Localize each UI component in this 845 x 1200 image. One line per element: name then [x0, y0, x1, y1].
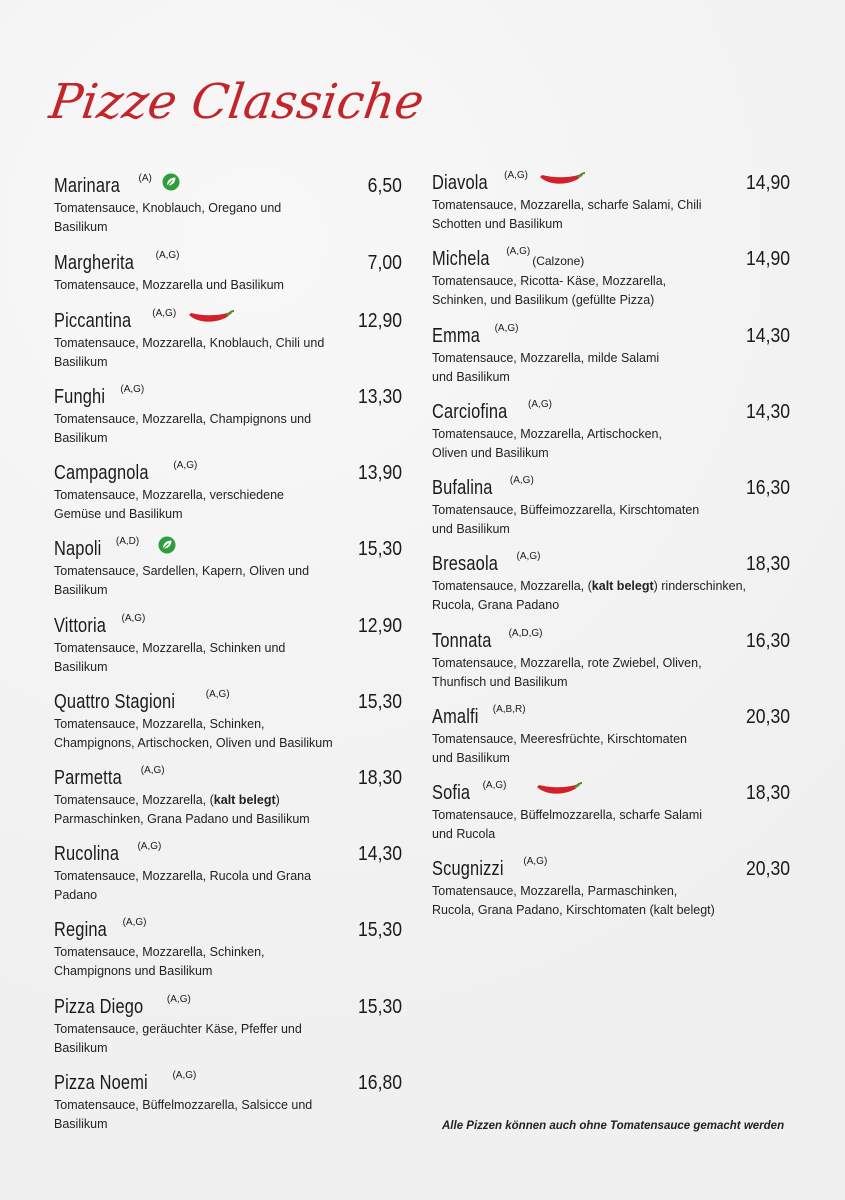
item-desc-line: Tomatensauce, Sardellen, Kapern, Oliven und [54, 564, 310, 578]
menu-item-regina [54, 919, 402, 981]
item-desc-line: Tomatensauce, Mozzarella, rote Zwiebel, Oliven, [432, 656, 702, 670]
item-price: 15,30 [357, 538, 402, 560]
item-price: 14,30 [745, 401, 790, 423]
menu-item-bufalina [432, 477, 790, 539]
menu-item-napoli [54, 538, 402, 600]
item-allergens: (A,G) [152, 308, 177, 319]
item-desc-line: Oliven und Basilikum [432, 446, 549, 460]
menu-item-parmetta [54, 767, 402, 829]
item-desc-line: Basilikum [54, 1117, 108, 1131]
item-desc-line: Tomatensauce, Mozzarella, Champignons und [54, 412, 312, 426]
item-price: 20,30 [745, 706, 790, 728]
menu-item-emma [432, 325, 790, 387]
item-desc-line: Schinken, und Basilikum (gefüllte Pizza) [432, 293, 655, 307]
item-allergens: (A,G) [155, 250, 180, 261]
menu-item-sofia [432, 782, 790, 844]
item-desc-line: Tomatensauce, Mozzarella, Schinken, [54, 717, 265, 731]
item-price: 15,30 [357, 919, 402, 941]
item-allergens: (A,G) [121, 613, 146, 624]
item-name: Margherita [54, 252, 135, 274]
leaf-icon [158, 536, 176, 559]
item-desc-line: und Rucola [432, 827, 496, 841]
item-desc-line: Rucola, Grana Padano [432, 598, 560, 612]
item-price: 6,50 [367, 175, 402, 197]
item-desc-line: Tomatensauce, Mozzarella, Artischocken, [432, 427, 662, 441]
item-allergens: (A,G) [494, 323, 519, 334]
item-desc-line: Basilikum [54, 1041, 108, 1055]
item-name: Emma [432, 325, 481, 347]
menu-item-campagnola [54, 462, 402, 524]
item-allergens: (A,G) [523, 856, 548, 867]
item-name: Scugnizzi [432, 858, 504, 880]
menu-item-amalfi [432, 706, 790, 768]
item-desc-line: Tomatensauce, Mozzarella, milde Salami [432, 351, 660, 365]
item-name: Carciofina [432, 401, 508, 423]
item-desc-line: Basilikum [54, 431, 108, 445]
item-allergens: (A,G) [205, 689, 230, 700]
item-desc-line: Tomatensauce, geräuchter Käse, Pfeffer und [54, 1022, 302, 1036]
item-price: 15,30 [357, 691, 402, 713]
item-price: 7,00 [367, 252, 402, 274]
item-desc-line: Tomatensauce, Büffelmozzarella, scharfe Salami [432, 808, 703, 822]
menu-item-piccantina [54, 310, 402, 372]
item-allergens: (A,G) [516, 551, 541, 562]
item-allergens: (A,D,G) [508, 628, 543, 639]
item-desc-line: Rucola, Grana Padano, Kirschtomaten (kalt belegt) [432, 903, 715, 917]
item-allergens: (A,G) [172, 1070, 197, 1081]
item-desc-line: Basilikum [54, 220, 108, 234]
menu-item-vittoria [54, 615, 402, 677]
item-allergens: (A,G) [482, 780, 507, 791]
item-desc-line: Tomatensauce, Büffeimozzarella, Kirschtomaten [432, 503, 700, 517]
menu-item-margherita [54, 252, 402, 295]
item-name: Sofia [432, 782, 471, 804]
item-allergens: (A,G) [122, 917, 147, 928]
item-name: Piccantina [54, 310, 132, 332]
item-name: Amalfi [432, 706, 479, 728]
menu-item-michela [432, 248, 790, 310]
item-allergens: (A,B,R) [492, 704, 526, 715]
item-allergens: (A) [138, 173, 152, 184]
item-name: Diavola [432, 172, 488, 194]
chili-icon [535, 781, 583, 802]
item-allergens: (A,G) [504, 170, 528, 181]
item-desc-line: Tomatensauce, Mozzarella, Knoblauch, Chili und [54, 336, 325, 350]
item-desc-line: Champignons, Artischocken, Oliven und Basilikum [54, 736, 333, 750]
item-desc-line: Tomatensauce, Knoblauch, Oregano und [54, 201, 282, 215]
item-desc-line: und Basilikum [432, 522, 510, 536]
item-desc-line: Basilikum [54, 583, 108, 597]
item-desc-line: Schotten und Basilikum [432, 217, 563, 231]
item-price: 13,30 [357, 386, 402, 408]
item-name: Tonnata [432, 630, 492, 652]
item-price: 12,90 [357, 310, 402, 332]
item-name: Quattro Stagioni [54, 691, 176, 713]
item-desc-line: Tomatensauce, Büffelmozzarella, Salsicce und [54, 1098, 313, 1112]
item-allergens: (A,G) [506, 246, 531, 257]
item-allergens: (A,G) [173, 460, 198, 471]
item-allergens: (A,D) [115, 536, 140, 547]
item-allergens: (A,G) [166, 994, 191, 1005]
item-price: 15,30 [357, 996, 402, 1018]
item-desc-line: Tomatensauce, Mozzarella, (kalt belegt) rinderschinken, [432, 579, 747, 593]
menu-item-carciofina [432, 401, 790, 463]
item-price: 14,30 [357, 843, 402, 865]
menu-item-scugnizzi [432, 858, 790, 920]
item-desc-line: und Basilikum [432, 751, 510, 765]
item-allergens: (A,G) [140, 765, 165, 776]
cold-topping-note: kalt belegt [591, 579, 654, 593]
item-desc-line: Padano [54, 888, 98, 902]
item-name: Pizza Diego [54, 996, 144, 1018]
item-desc-line: Tomatensauce, Mozzarella, verschiedene [54, 488, 284, 502]
item-name: Funghi [54, 386, 106, 408]
menu-item-bresaola [432, 553, 790, 615]
item-desc-line: Tomatensauce, Meeresfrüchte, Kirschtomaten [432, 732, 687, 746]
item-price: 14,30 [745, 325, 790, 347]
item-allergens: (A,G) [528, 399, 552, 410]
item-name: Rucolina [54, 843, 120, 865]
menu-item-diavola [432, 172, 790, 234]
item-name: Pizza Noemi [54, 1072, 148, 1094]
item-price: 14,90 [745, 248, 790, 270]
chili-icon [187, 309, 235, 330]
item-name: Marinara [54, 175, 121, 197]
item-desc-line: Gemüse und Basilikum [54, 507, 183, 521]
item-desc-line: Basilikum [54, 660, 108, 674]
cold-topping-note: kalt belegt [213, 793, 276, 807]
item-desc-line: Thunfisch und Basilikum [432, 675, 568, 689]
menu-item-pizza-noemi [54, 1072, 402, 1134]
item-name: Bresaola [432, 553, 499, 575]
item-desc-line: Tomatensauce, Mozzarella, Schinken, [54, 945, 265, 959]
item-desc-line: Tomatensauce, Mozzarella und Basilikum [54, 278, 284, 292]
item-price: 13,90 [357, 462, 402, 484]
item-desc-line: Basilikum [54, 355, 108, 369]
item-desc-line: und Basilikum [432, 370, 510, 384]
menu-item-marinara [54, 175, 402, 237]
item-price: 16,30 [745, 630, 790, 652]
item-price: 14,90 [745, 172, 790, 194]
item-price: 20,30 [745, 858, 790, 880]
leaf-icon [162, 173, 180, 196]
item-price: 16,30 [745, 477, 790, 499]
item-desc-line: Tomatensauce, Mozzarella, Schinken und [54, 641, 286, 655]
item-allergens: (A,G) [137, 841, 162, 852]
menu-item-rucolina [54, 843, 402, 905]
menu-item-quattro-stagioni [54, 691, 402, 753]
menu-item-tonnata [432, 630, 790, 692]
item-price: 18,30 [357, 767, 402, 789]
item-desc-line: Tomatensauce, Mozzarella, scharfe Salami, Chili [432, 198, 702, 212]
item-price: 18,30 [745, 553, 790, 575]
item-desc-line: Champignons und Basilikum [54, 964, 213, 978]
item-desc-line: Tomatensauce, Ricotta- Käse, Mozzarella, [432, 274, 667, 288]
item-price: 18,30 [745, 782, 790, 804]
item-price: 16,80 [357, 1072, 402, 1094]
item-name: Parmetta [54, 767, 122, 789]
menu-item-funghi [54, 386, 402, 448]
item-name: Bufalina [432, 477, 493, 499]
item-name: Vittoria [54, 615, 107, 637]
item-allergens: (A,G) [509, 475, 534, 486]
item-name: Regina [54, 919, 107, 941]
item-name: Napoli [54, 538, 102, 560]
item-allergens: (A,G) [120, 384, 145, 395]
item-desc-line: Tomatensauce, Mozzarella, Rucola und Grana [54, 869, 312, 883]
footer-note: Alle Pizzen können auch ohne Tomatensauce gemacht werden [442, 1120, 785, 1132]
page-title: Pizze Classiche [46, 74, 428, 130]
item-name: Campagnola [54, 462, 149, 484]
item-desc-line: Parmaschinken, Grana Padano und Basilikum [54, 812, 310, 826]
menu-item-pizza-diego [54, 996, 402, 1058]
item-desc-line: Tomatensauce, Mozzarella, (kalt belegt) [54, 793, 280, 807]
item-desc-line: Tomatensauce, Mozzarella, Parmaschinken, [432, 884, 678, 898]
item-name: Michela [432, 248, 490, 270]
chili-icon [538, 171, 586, 192]
item-price: 12,90 [357, 615, 402, 637]
item-variant: (Calzone) [532, 254, 585, 268]
